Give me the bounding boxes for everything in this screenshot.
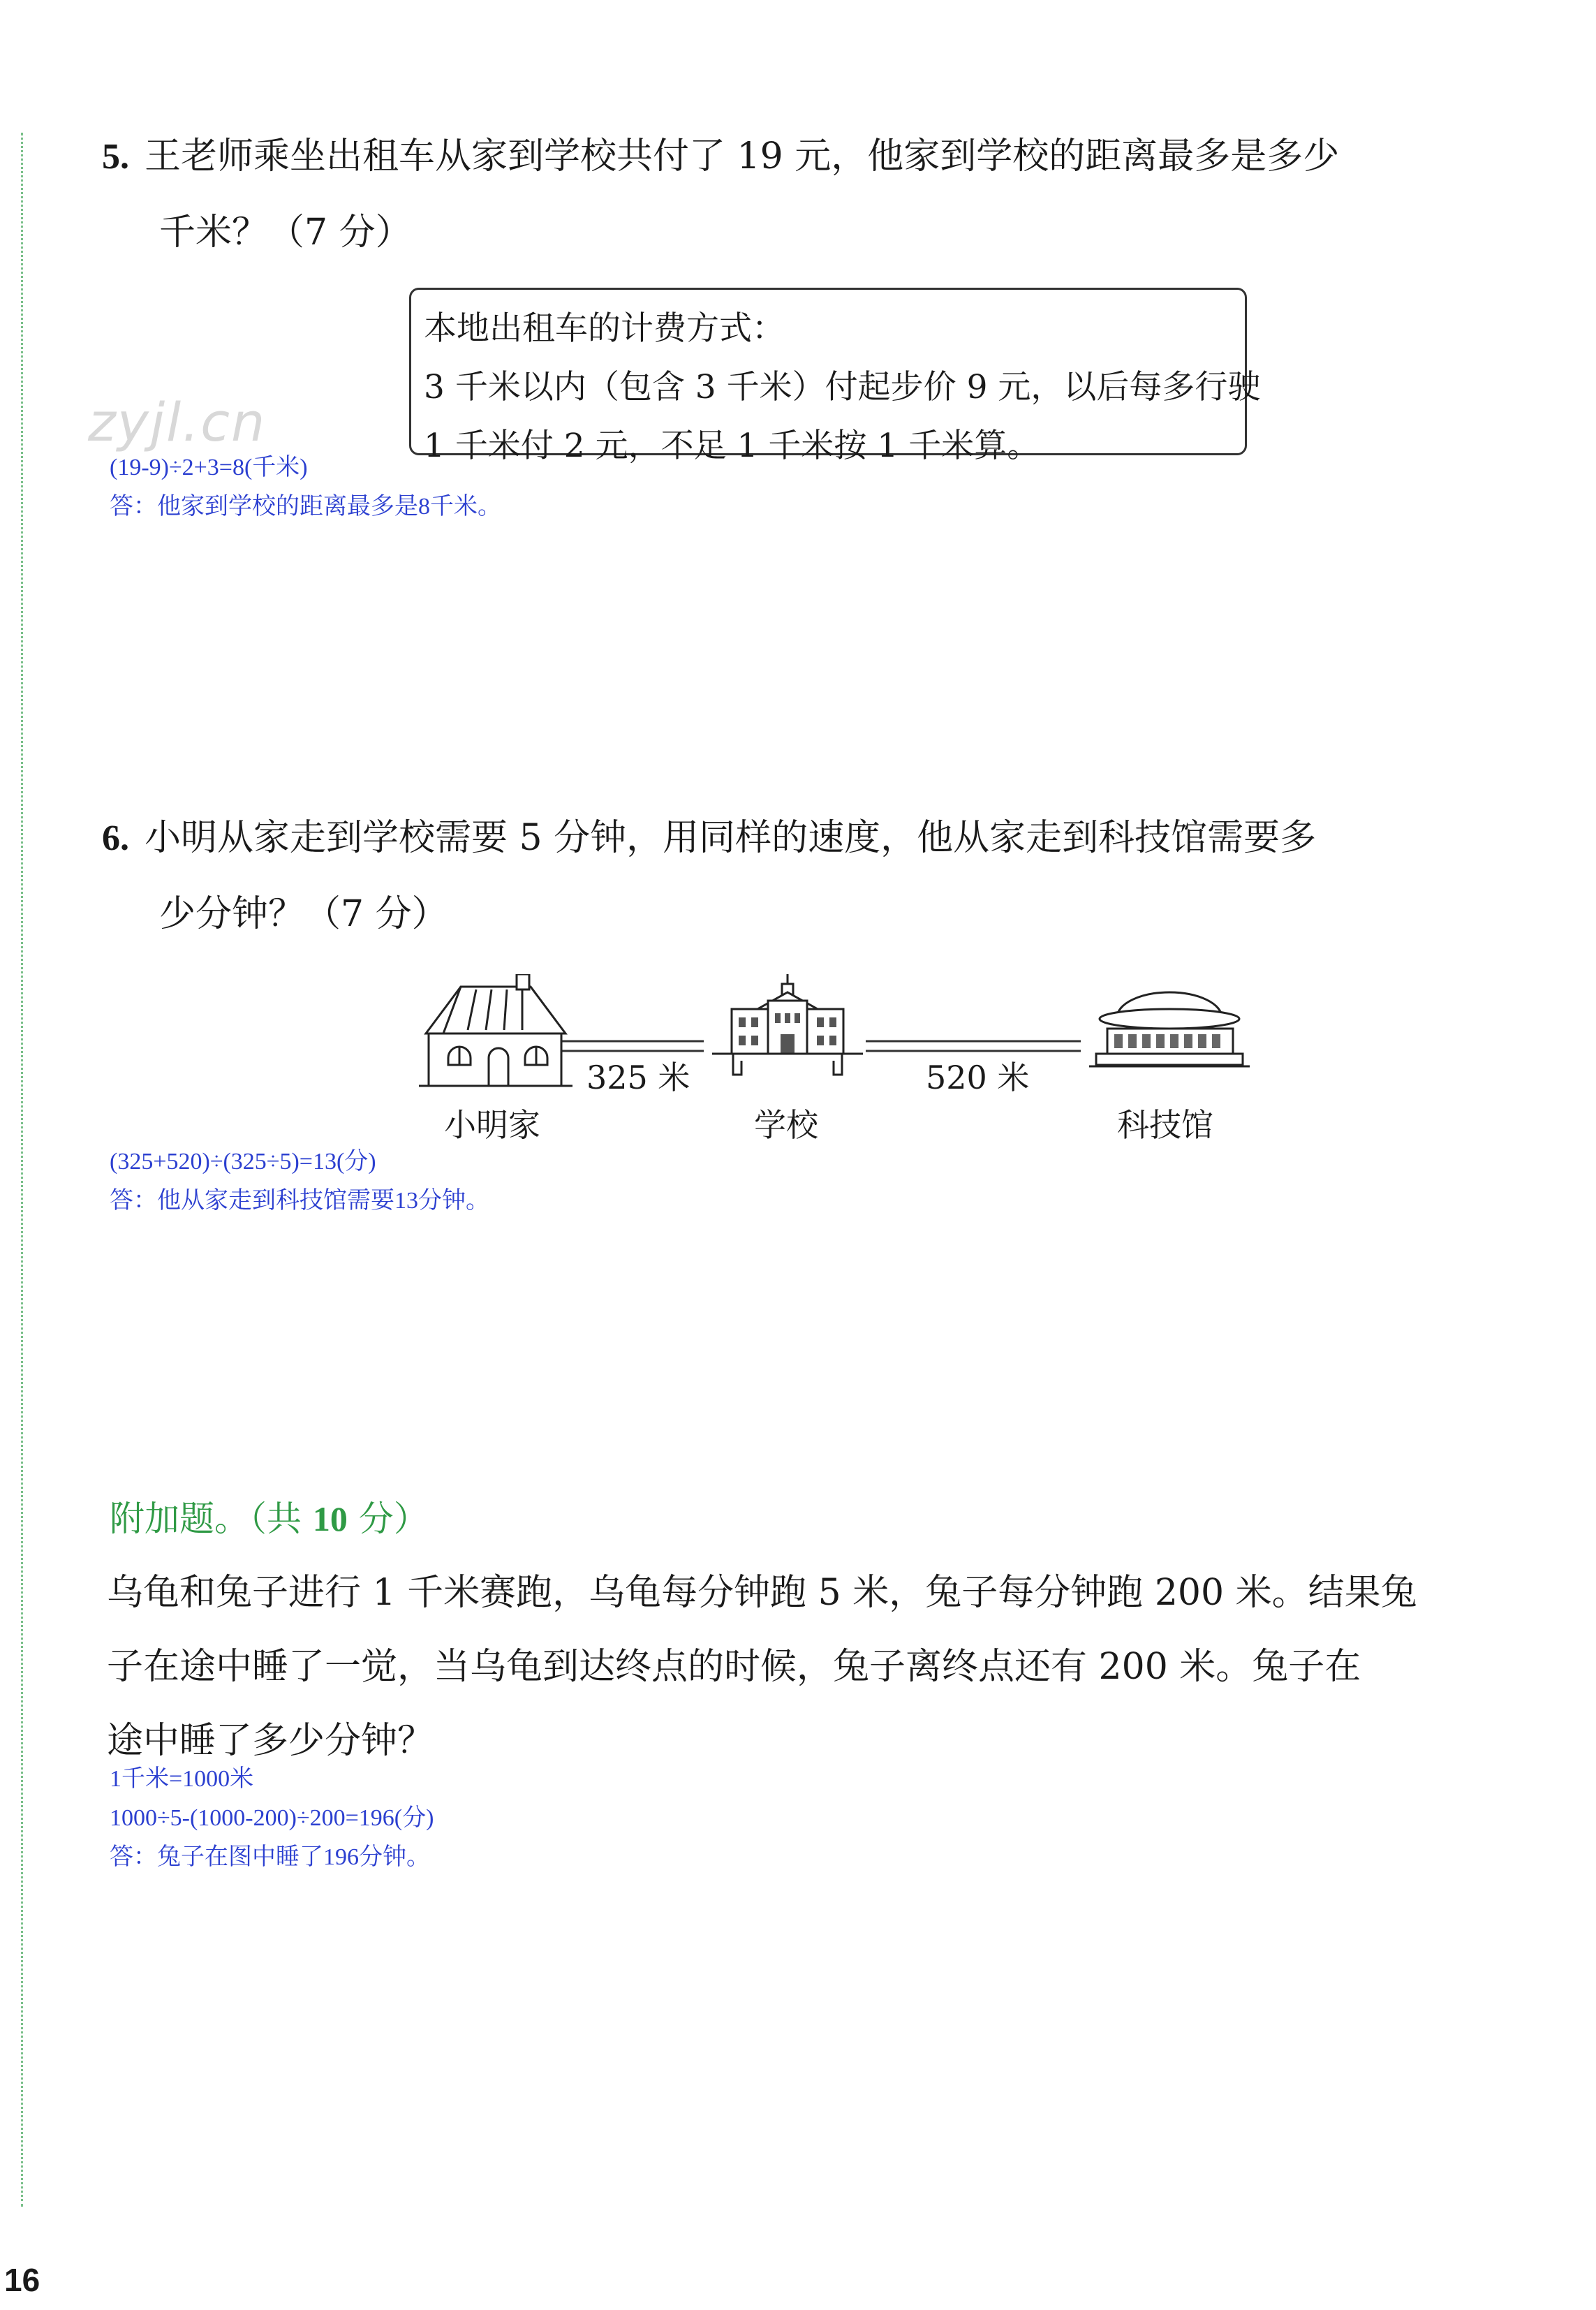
bonus-line: 乌龟和兔子进行 1 千米赛跑，乌龟每分钟跑 5 米，兔子每分钟跑 200 米。结果兔	[107, 1572, 1417, 1614]
road-segment-2	[866, 1041, 1081, 1051]
house-icon	[419, 974, 572, 1086]
question-6-answer	[110, 1142, 489, 1221]
fare-rules-line: 1 千米付 2 元，不足 1 千米按 1 千米算。	[424, 427, 1040, 465]
question-5	[102, 119, 1519, 270]
museum-icon	[1089, 992, 1250, 1066]
distance-label-325: 325 米	[586, 1059, 690, 1096]
answer-line: 答：他从家走到科技馆需要13分钟。	[110, 1188, 489, 1214]
answer-line: 答：兔子在图中睡了196分钟。	[110, 1844, 430, 1870]
bonus-line: 途中睡了多少分钟？	[107, 1720, 434, 1762]
answer-line: 答：他家到学校的距离最多是8千米。	[110, 494, 501, 520]
fare-rules-line: 3 千米以内（包含 3 千米）付起步价 9 元，以后每多行驶	[424, 368, 1261, 406]
question-6-line1: 6. 小明从家走到学校需要 5 分钟，用同样的速度，他从家走到科技馆需要多	[102, 817, 1317, 859]
route-diagram	[405, 974, 1257, 1156]
label-school: 学校	[754, 1106, 818, 1144]
question-5-line1: 5. 王老师乘坐出租车从家到学校共付了 19 元，他家到学校的距离最多是多少	[102, 135, 1340, 177]
route-diagram-art	[405, 974, 1257, 1100]
fare-rules-line: 本地出租车的计费方式：	[424, 309, 785, 348]
road-segment-1	[560, 1041, 704, 1051]
question-5-number: 5.	[102, 137, 129, 177]
label-museum: 科技馆	[1117, 1106, 1213, 1144]
distance-label-520: 520 米	[926, 1059, 1030, 1096]
question-6-number: 6.	[102, 818, 129, 858]
bonus-answer	[110, 1760, 434, 1877]
bonus-line: 子在途中睡了一觉，当乌龟到达终点的时候，兔子离终点还有 200 米。兔子在	[107, 1646, 1361, 1688]
question-6-line2: 少分钟？（7 分）	[159, 893, 448, 935]
label-home: 小明家	[444, 1106, 540, 1144]
answer-line: 1000÷5-(1000-200)÷200=196(分)	[110, 1805, 434, 1831]
school-icon	[712, 974, 863, 1075]
bonus-question-text	[107, 1556, 1517, 1778]
question-5-answer	[110, 448, 501, 527]
bonus-title: 附加题。（共 10 分）	[110, 1499, 429, 1539]
answer-line: 1千米=1000米	[110, 1766, 254, 1792]
margin-dotted-line	[21, 133, 23, 2207]
question-6	[102, 800, 1519, 952]
answer-line: (325+520)÷(325÷5)=13(分)	[110, 1149, 376, 1175]
answer-line: (19-9)÷2+3=8(千米)	[110, 455, 308, 480]
question-5-line2: 千米？（7 分）	[159, 212, 412, 253]
watermark-logo: zyjl.cn	[88, 391, 267, 453]
page-number: 16	[4, 2262, 40, 2298]
fare-rules-box	[409, 288, 1261, 465]
